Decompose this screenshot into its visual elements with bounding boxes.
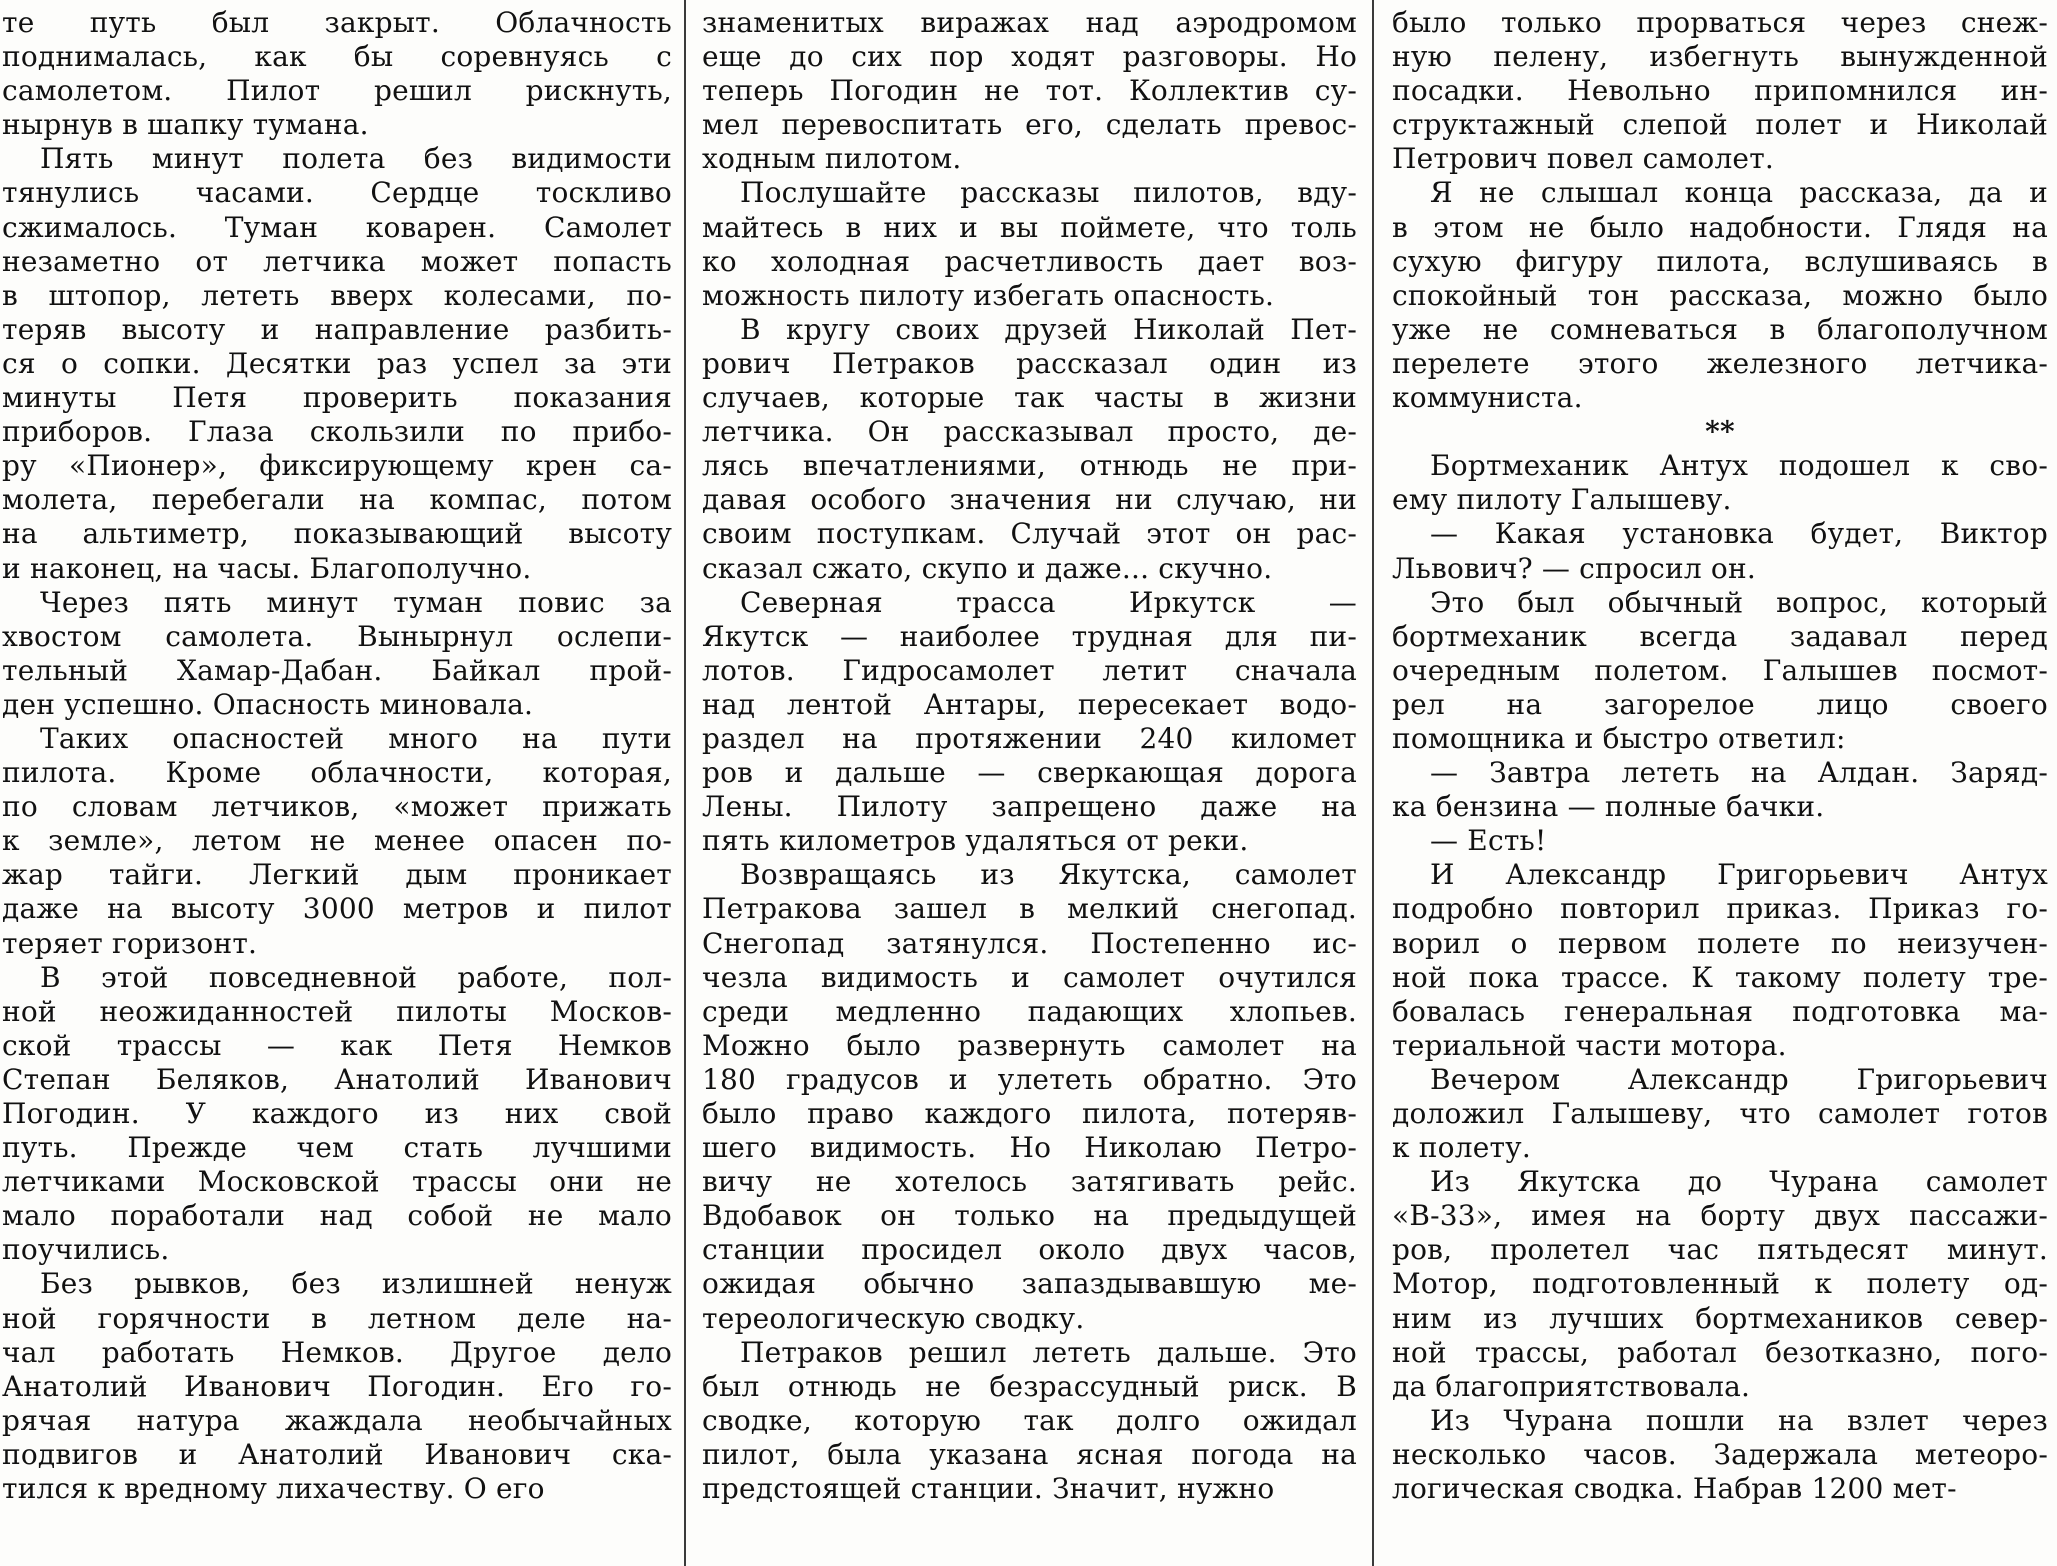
text-line: молета, перебегали на компас, потом — [2, 483, 672, 517]
text-line: ко холодная расчетливость дает воз- — [702, 244, 1357, 278]
text-line: Снегопад затянулся. Постепенно ис- — [702, 926, 1357, 960]
text-line: чезла видимость и самолет очутился — [702, 960, 1357, 994]
paragraph — [702, 176, 1357, 312]
text-line: ходным пилотом. — [702, 142, 962, 176]
text-line: сжималось. Туман коварен. Самолет — [2, 210, 672, 244]
text-line: лясь впечатлениями, отнюдь не при- — [702, 449, 1357, 483]
paragraph — [2, 1267, 672, 1506]
text-line: в штопор, лететь вверх колесами, по- — [2, 278, 672, 312]
text-line: Без рывков, без излишней ненуж — [40, 1267, 672, 1301]
text-line: пилота. Кроме облачности, которая, — [2, 756, 672, 790]
text-line: раздел на протяжении 240 километ — [702, 721, 1357, 755]
paragraph — [2, 961, 672, 1268]
text-line: предстоящей станции. Значит, нужно — [702, 1472, 1275, 1506]
text-line: Вдобавок он только на предыдущей — [702, 1199, 1357, 1233]
text-line: ему пилоту Галышеву. — [1392, 483, 1732, 517]
text-line: териальной части мотора. — [1392, 1028, 1787, 1062]
text-line: было право каждого пилота, потеряв- — [702, 1097, 1357, 1130]
text-line: летчиками Московской трассы они не — [2, 1165, 672, 1199]
text-line: в этом не было надобности. Глядя на — [1392, 210, 2048, 244]
text-line: — Завтра лететь на Алдан. Заряд- — [1430, 756, 2048, 790]
paragraph — [1392, 858, 2048, 1063]
text-line: ка бензина — полные бачки. — [1392, 790, 1825, 824]
text-line: Анатолий Иванович Погодин. Его го- — [2, 1369, 672, 1403]
paragraph — [1392, 1063, 2048, 1165]
text-line: ной горячности в летном деле на- — [2, 1301, 672, 1335]
text-line: Из Чурана пошли на взлет через — [1430, 1403, 2048, 1437]
text-line: незаметно от летчика может попасть — [2, 244, 672, 278]
text-line: — Есть! — [1430, 824, 1547, 858]
text-line: сводке, которую так долго ожидал — [702, 1403, 1357, 1437]
text-line: над лентой Антары, пересекает водо- — [702, 687, 1357, 721]
text-line: давая особого значения ни случаю, ни — [702, 483, 1357, 517]
text-line: летчика. Он рассказывал просто, де- — [702, 415, 1357, 449]
text-line: рячая натура жаждала необычайных — [2, 1403, 672, 1437]
text-line: жар тайги. Легкий дым проникает — [2, 858, 672, 892]
text-line: нырнув в шапку тумана. — [2, 108, 369, 142]
text-line: ним из лучших бортмехаников север- — [1392, 1301, 2048, 1335]
text-line: Мотор, подготовленный к полету од- — [1392, 1267, 2048, 1301]
text-line: Послушайте рассказы пилотов, вду- — [740, 176, 1357, 210]
text-line: спокойный тон рассказа, можно было — [1392, 278, 2048, 312]
text-line: можность пилоту избегать опасность. — [702, 278, 1275, 312]
paragraph — [702, 1336, 1357, 1506]
text-line: тянулись часами. Сердце тоскливо — [2, 176, 672, 210]
text-line: теряв высоту и направление разбить- — [2, 312, 672, 346]
text-line: к земле», летом не менее опасен по- — [2, 824, 672, 858]
column-divider — [1372, 0, 1374, 1566]
text-line: и наконец, на часы. Благополучно. — [2, 551, 532, 585]
text-line: Вечером Александр Григорьевич — [1430, 1062, 2048, 1096]
paragraph — [702, 858, 1357, 1335]
text-column-3 — [1392, 6, 2048, 1562]
text-line: сказал сжато, скупо и даже... скучно. — [702, 551, 1273, 585]
text-line: своим поступкам. Случай этот он рас- — [702, 517, 1357, 551]
text-line: ворил о первом полете по неизучен- — [1392, 926, 2048, 960]
text-line: мало поработали над собой не мало — [2, 1199, 672, 1233]
text-line: ожидая обычно запаздывавшую ме- — [702, 1267, 1357, 1301]
text-line: майтесь в них и вы поймете, что толь — [702, 210, 1357, 244]
text-line: вичу не хотелось затягивать рейс. — [702, 1165, 1357, 1199]
text-line: станции просидел около двух часов, — [702, 1233, 1357, 1267]
text-line: тереологическую сводку. — [702, 1301, 1085, 1335]
text-line: ден успешно. Опасность миновала. — [2, 687, 534, 721]
text-line: «В-33», имея на борту двух пассажи- — [1392, 1199, 2048, 1233]
text-line: Петраков решил лететь дальше. Это — [740, 1335, 1357, 1369]
text-line: рович Петраков рассказал один из — [702, 346, 1357, 380]
text-line: бовалась генеральная подготовка ма- — [1392, 994, 2048, 1028]
text-column-2 — [702, 6, 1357, 1562]
text-line: Погодин. У каждого из них свой — [2, 1097, 672, 1130]
paragraph — [702, 586, 1357, 859]
text-line: ную пелену, избегнуть вынужденной — [1392, 40, 2048, 74]
text-line: лотов. Гидросамолет летит сначала — [702, 653, 1357, 687]
paragraph — [1392, 176, 2048, 415]
text-line: чал работать Немков. Другое дело — [2, 1335, 672, 1369]
paragraph — [1392, 517, 2048, 585]
paragraph — [2, 6, 672, 142]
text-line: среди медленно падающих хлопьев. — [702, 994, 1357, 1028]
text-line: очередным полетом. Галышев посмот- — [1392, 653, 2048, 687]
text-line: был отнюдь не безрассудный риск. В — [702, 1369, 1357, 1403]
text-line: Северная трасса Иркутск — — [740, 585, 1357, 619]
text-line: было только прорваться через снеж- — [1392, 6, 2048, 39]
text-line: ров и дальше — сверкающая дорога — [702, 756, 1357, 790]
text-line: поучились. — [2, 1233, 170, 1267]
text-line: уже не сомневаться в благополучном — [1392, 312, 2048, 346]
text-line: ров, пролетел час пятьдесят минут. — [1392, 1233, 2048, 1267]
text-line: по словам летчиков, «может прижать — [2, 790, 672, 824]
text-line: да благоприятствовала. — [1392, 1369, 1751, 1403]
text-line: тился к вредному лихачеству. О его — [2, 1472, 545, 1506]
text-line: несколько часов. Задержала метеоро- — [1392, 1437, 2048, 1471]
text-line: Лены. Пилоту запрещено даже на — [702, 790, 1357, 824]
text-line: приборов. Глаза скользили по прибо- — [2, 415, 672, 449]
section-separator: ** — [1705, 415, 1735, 449]
text-line: шего видимость. Но Николаю Петро- — [702, 1131, 1357, 1165]
text-line: тельный Хамар-Дабан. Байкал прой- — [2, 653, 672, 687]
text-line: Я не слышал конца рассказа, да и — [1430, 176, 2048, 210]
text-line: поднималась, как бы соревнуясь с — [2, 40, 672, 74]
text-line: Бортмеханик Антух подошел к сво- — [1430, 449, 2048, 483]
text-line: В кругу своих друзей Николай Пет- — [740, 312, 1357, 346]
text-line: Можно было развернуть самолет на — [702, 1028, 1357, 1062]
text-line: помощника и быстро ответил: — [1392, 721, 1846, 755]
text-line: подробно повторил приказ. Приказ го- — [1392, 892, 2048, 926]
text-line: хвостом самолета. Вынырнул ослепи- — [2, 619, 672, 653]
text-line: самолетом. Пилот решил рискнуть, — [2, 74, 672, 108]
text-line: ной трассы, работал безотказно, пого- — [1392, 1335, 2048, 1369]
paragraph — [1392, 756, 2048, 824]
text-line: доложил Галышеву, что самолет готов — [1392, 1097, 2048, 1130]
text-line: теперь Погодин не тот. Коллектив су- — [702, 74, 1357, 108]
text-line: подвигов и Анатолий Иванович ска- — [2, 1437, 672, 1471]
text-line: рел на загорелое лицо своего — [1392, 687, 2048, 721]
text-line: минуты Петя проверить показания — [2, 381, 672, 415]
paragraph — [1392, 6, 2048, 176]
paragraph — [1392, 1165, 2048, 1404]
text-line: бортмеханик всегда задавал перед — [1392, 619, 2048, 653]
text-line: Из Якутска до Чурана самолет — [1430, 1165, 2048, 1199]
paragraph — [702, 6, 1357, 176]
paragraph — [1392, 586, 2048, 756]
text-line: посадки. Невольно припомнился ин- — [1392, 74, 2048, 108]
text-line: знаменитых виражах над аэродромом — [702, 6, 1357, 39]
text-line: сухую фигуру пилота, вслушиваясь в — [1392, 244, 2048, 278]
text-line: Петракова зашел в мелкий снегопад. — [702, 892, 1357, 926]
text-line: Возвращаясь из Якутска, самолет — [740, 858, 1357, 892]
paragraph — [2, 722, 672, 961]
text-line: Пять минут полета без видимости — [40, 142, 672, 176]
text-line: Через пять минут туман повис за — [40, 585, 672, 619]
paragraph — [1392, 449, 2048, 517]
text-line: В этой повседневной работе, пол- — [40, 960, 672, 994]
paragraph — [1392, 1404, 2048, 1506]
text-line: пять километров удаляться от реки. — [702, 824, 1249, 858]
text-line: путь. Прежде чем стать лучшими — [2, 1131, 672, 1165]
text-line: Якутск — наиболее трудная для пи- — [702, 619, 1357, 653]
text-line: ной пока трассе. К такому полету тре- — [1392, 960, 2048, 994]
text-line: пилот, была указана ясная погода на — [702, 1437, 1357, 1471]
text-line: логическая сводка. Набрав 1200 мет- — [1392, 1472, 1957, 1506]
text-line: мел перевоспитать его, сделать превос- — [702, 108, 1357, 142]
paragraph — [1392, 824, 2048, 858]
paragraph — [702, 313, 1357, 586]
column-divider — [684, 0, 686, 1566]
text-line: Петрович повел самолет. — [1392, 142, 1774, 176]
text-line: 180 градусов и улететь обратно. Это — [702, 1062, 1357, 1096]
text-line: ру «Пионер», фиксирующему крен са- — [2, 449, 672, 483]
text-line: — Какая установка будет, Виктор — [1430, 517, 2048, 551]
text-column-1 — [2, 6, 672, 1562]
text-line: коммуниста. — [1392, 381, 1583, 415]
text-line: перелете этого железного летчика- — [1392, 346, 2048, 380]
text-line: ся о сопки. Десятки раз успел за эти — [2, 346, 672, 380]
text-line: И Александр Григорьевич Антух — [1430, 858, 2048, 892]
text-line: структажный слепой полет и Николай — [1392, 108, 2048, 142]
text-line: еще до сих пор ходят разговоры. Но — [702, 40, 1357, 74]
text-line: случаев, которые так часты в жизни — [702, 381, 1357, 415]
text-line: Это был обычный вопрос, который — [1430, 585, 2048, 619]
text-line: Таких опасностей много на пути — [40, 721, 672, 755]
paragraph — [1392, 415, 2048, 449]
text-line: Львович? — спросил он. — [1392, 551, 1756, 585]
text-line: Степан Беляков, Анатолий Иванович — [2, 1062, 672, 1096]
text-line: даже на высоту 3000 метров и пилот — [2, 892, 672, 926]
text-line: на альтиметр, показывающий высоту — [2, 517, 672, 551]
text-line: к полету. — [1392, 1131, 1531, 1165]
paragraph — [2, 586, 672, 722]
text-line: ской трассы — как Петя Немков — [2, 1028, 672, 1062]
text-line: те путь был закрыт. Облачность — [2, 6, 672, 39]
text-line: теряет горизонт. — [2, 926, 258, 960]
paragraph — [2, 142, 672, 585]
text-line: ной неожиданностей пилоты Москов- — [2, 994, 672, 1028]
